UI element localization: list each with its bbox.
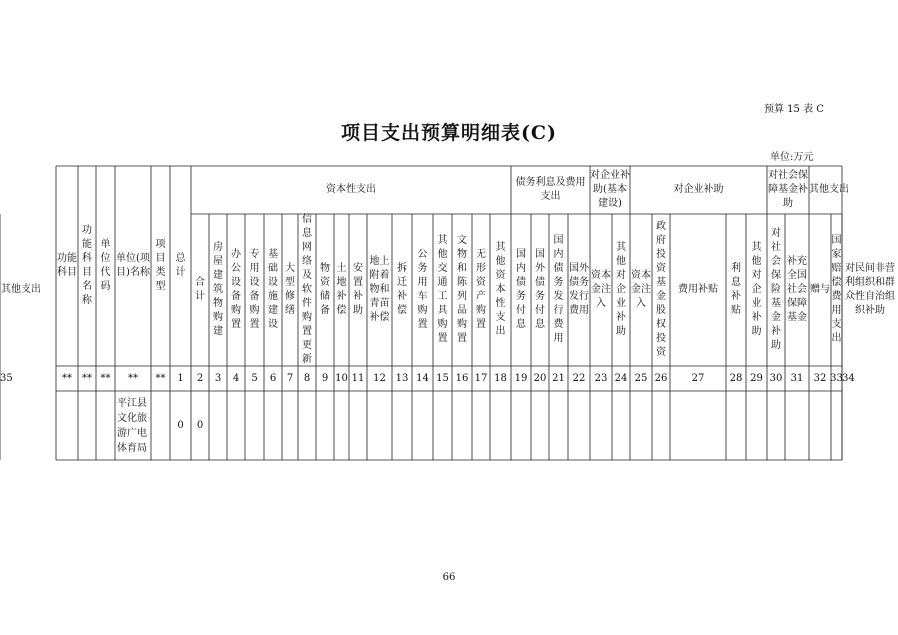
index-number-13: 13: [395, 372, 409, 384]
header-unit-name: 单位(项目)名称: [116, 253, 150, 278]
index-number-11: 11: [351, 372, 365, 384]
index-number-28: 28: [729, 372, 743, 384]
index-number-18: 18: [494, 372, 507, 384]
index-star-2: **: [82, 372, 92, 384]
index-number-9: 9: [321, 372, 329, 384]
index-number-14: 14: [416, 372, 429, 384]
header-col-33: 国家赔偿费用支出: [831, 235, 842, 344]
table-row-sum: 0: [196, 419, 204, 431]
header-total: 总计: [175, 253, 186, 278]
header-col-5: 专用设备购置: [249, 249, 260, 330]
header-col-10: 土地补偿: [336, 263, 347, 316]
index-number-5: 5: [251, 372, 258, 384]
header-col-2: 合计: [195, 277, 205, 302]
page-title: 项目支出预算明细表(C): [340, 122, 558, 144]
header-col-24: 其他对企业补助: [616, 242, 626, 337]
index-star-3: **: [100, 372, 111, 384]
header-col-26: 政府投资基金股权投资: [656, 221, 666, 358]
index-number-3: 3: [214, 372, 222, 384]
form-number: 预算 15 表 C: [764, 104, 824, 115]
header-col-15: 其他交通工具购置: [437, 235, 448, 344]
header-col-14: 公务用车购置: [417, 249, 428, 330]
index-number-7: 7: [286, 372, 294, 384]
header-col-7: 大型修缮: [285, 263, 295, 316]
index-number-33: 33: [830, 372, 843, 384]
index-star-5: **: [155, 372, 166, 384]
header-social-security-group: 对社会保障基金补助: [768, 170, 808, 209]
header-col-31: 补充全国社会保障基金: [787, 256, 807, 323]
header-enterprise-capital-group: 对企业补助(基本建设): [590, 170, 630, 209]
header-col-32: 赠与: [810, 284, 830, 295]
index-number-22: 22: [572, 372, 586, 384]
index-number-15: 15: [436, 372, 449, 384]
index-number-6: 6: [269, 372, 277, 384]
header-col-23: 资本金注入: [591, 270, 611, 309]
index-number-32: 32: [813, 372, 827, 384]
index-number-19: 19: [514, 372, 528, 384]
index-number-2: 2: [196, 372, 204, 384]
header-col-3: 房屋建筑物购建: [213, 242, 223, 337]
header-col-6: 基础设施建设: [268, 249, 278, 330]
header-unit-code: 单位代码: [100, 239, 111, 292]
index-number-16: 16: [455, 372, 469, 384]
index-number-1: 1: [177, 372, 184, 384]
index-number-4: 4: [232, 372, 240, 384]
table-row-unit-name: 平江县文化旅游广电体育局: [117, 397, 147, 454]
index-number-21: 21: [552, 372, 565, 384]
index-number-25: 25: [634, 372, 648, 384]
header-project-type: 项目类型: [155, 239, 166, 292]
header-col-22: 国外债务发行费用: [569, 263, 589, 316]
index-number-27: 27: [691, 372, 705, 384]
header-debt-group: 债务利息及费用支出: [515, 177, 586, 202]
index-number-29: 29: [750, 372, 763, 384]
header-col-29: 其他对企业补助: [751, 242, 762, 337]
header-col-12: 地上附着物和青苗补偿: [369, 256, 390, 323]
header-col-18: 其他资本性支出: [495, 242, 506, 337]
table-row-total: 0: [177, 419, 184, 431]
header-other-group: 其他支出: [809, 184, 849, 195]
index-number-31: 31: [790, 372, 804, 384]
index-star-4: **: [128, 372, 138, 384]
index-star-1: **: [62, 372, 72, 384]
header-col-17: 无形资产购置: [476, 249, 486, 330]
index-number-10: 10: [335, 372, 348, 384]
header-col-8: 信息网络及软件购置更新: [302, 214, 312, 365]
header-enterprise-subsidy-group: 对企业补助: [673, 184, 724, 195]
header-col-35: 其他支出: [1, 284, 41, 295]
header-func-subject-name: 功能科目名称: [82, 225, 92, 306]
index-number-20: 20: [533, 372, 547, 384]
index-number-17: 17: [474, 372, 488, 384]
index-number-30: 30: [769, 372, 783, 384]
header-col-28: 利息补贴: [731, 263, 741, 316]
index-number-24: 24: [614, 372, 628, 384]
header-func-subject: 功能科目: [57, 253, 77, 278]
header-col-34: 对民间非营利组织和群众性自治组织补助: [845, 263, 895, 316]
header-col-25: 资本金注入: [631, 270, 651, 309]
header-col-21: 国内债务发行费用: [553, 235, 564, 344]
header-col-11: 安置补助: [353, 263, 363, 316]
index-number-23: 23: [594, 372, 608, 384]
header-col-16: 文物和陈列品购置: [457, 235, 467, 344]
header-capital-group: 资本性支出: [326, 184, 376, 195]
unit-label: 单位:万元: [770, 152, 814, 163]
index-number-12: 12: [373, 372, 386, 384]
index-number-26: 26: [654, 372, 668, 384]
header-col-20: 国外债务付息: [535, 249, 545, 330]
page-number: 66: [442, 572, 456, 583]
header-col-27: 费用补贴: [678, 284, 718, 295]
header-col-4: 办公设备购置: [231, 249, 241, 330]
header-col-19: 国内债务付息: [516, 249, 526, 330]
index-number-34: 34: [842, 372, 855, 384]
header-col-13: 拆迁补偿: [397, 263, 407, 316]
header-col-9: 物资储备: [320, 263, 330, 316]
header-col-30: 对社会保险基金补助: [771, 228, 781, 351]
index-number-8: 8: [303, 372, 311, 384]
index-number-35: 35: [0, 372, 13, 384]
